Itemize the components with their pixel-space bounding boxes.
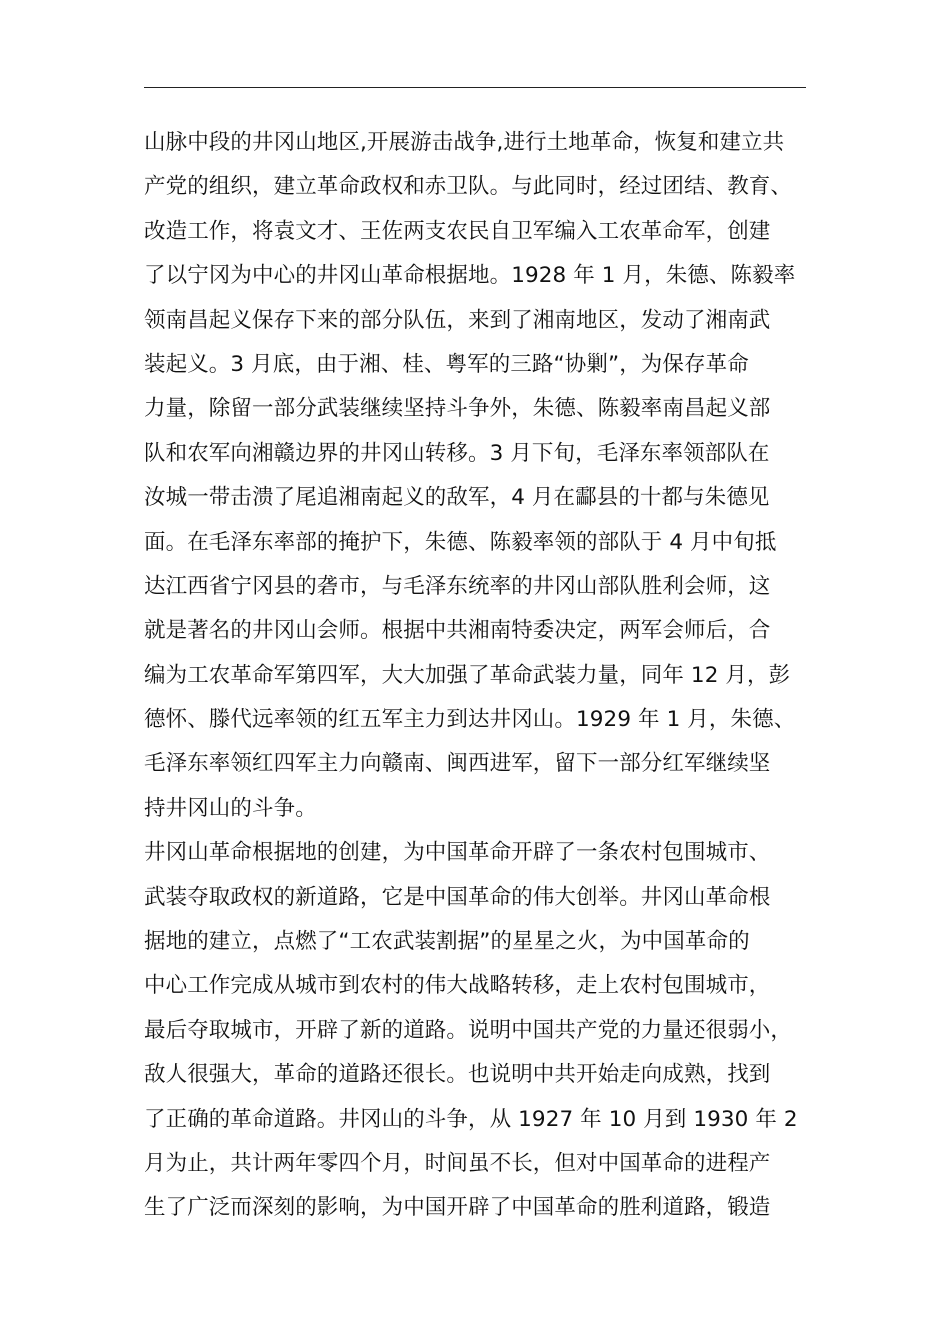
text-line: 中心工作完成从城市到农村的伟大战略转移，走上农村包围城市， — [144, 973, 771, 999]
text-line: 就是著名的井冈山会师。根据中共湘南特委决定，两军会师后，合 — [144, 618, 771, 644]
text-line: 队和农军向湘赣边界的井冈山转移。3 月下旬，毛泽东率领部队在 — [144, 440, 770, 466]
text-line: 了以宁冈为中心的井冈山革命根据地。1928 年 1 月，朱德、陈毅率 — [144, 263, 796, 289]
text-line: 月为止，共计两年零四个月，时间虽不长，但对中国革命的进程产 — [144, 1150, 771, 1176]
text-line: 持井冈山的斗争。 — [144, 795, 317, 821]
text-line: 产党的组织，建立革命政权和赤卫队。与此同时，经过团结、教育、 — [144, 174, 793, 200]
text-line: 达江西省宁冈县的砻市，与毛泽东统率的井冈山部队胜利会师，这 — [144, 573, 771, 599]
text-line: 据地的建立，点燃了“工农武装割据”的星星之火，为中国革命的 — [144, 929, 750, 955]
text-line: 改造工作，将袁文才、王佐两支农民自卫军编入工农革命军，创建 — [144, 218, 771, 244]
text-line: 汝城一带击溃了尾追湘南起义的敌军，4 月在酃县的十都与朱德见 — [144, 485, 770, 511]
header-rule — [144, 87, 806, 88]
text-line: 毛泽东率领红四军主力向赣南、闽西进军，留下一部分红军继续坚 — [144, 751, 771, 777]
text-line: 井冈山革命根据地的创建，为中国革命开辟了一条农村包围城市、 — [144, 840, 771, 866]
text-line: 领南昌起义保存下来的部分队伍，来到了湘南地区，发动了湘南武 — [144, 307, 771, 333]
text-line: 了正确的革命道路。井冈山的斗争，从 1927 年 10 月到 1930 年 2 — [144, 1106, 798, 1132]
text-line: 力量，除留一部分武装继续坚持斗争外，朱德、陈毅率南昌起义部 — [144, 396, 771, 422]
text-line: 山脉中段的井冈山地区,开展游击战争,进行土地革命，恢复和建立共 — [144, 130, 785, 155]
text-line: 敌人很强大，革命的道路还很长。也说明中共开始走向成熟，找到 — [144, 1062, 771, 1088]
text-line: 最后夺取城市，开辟了新的道路。说明中国共产党的力量还很弱小， — [144, 1017, 793, 1043]
text-line: 面。在毛泽东率部的掩护下，朱德、陈毅率领的部队于 4 月中旬抵 — [144, 529, 777, 555]
text-line: 生了广泛而深刻的影响，为中国开辟了中国革命的胜利道路，锻造 — [144, 1195, 771, 1221]
text-line: 德怀、滕代远率领的红五军主力到达井冈山。1929 年 1 月，朱德、 — [144, 707, 796, 733]
text-line: 装起义。3 月底，由于湘、桂、粤军的三路“协剿”，为保存革命 — [144, 351, 749, 377]
text-line: 武装夺取政权的新道路，它是中国革命的伟大创举。井冈山革命根 — [144, 884, 771, 910]
body-text — [144, 121, 816, 1231]
text-line: 编为工农革命军第四军，大大加强了革命武装力量，同年 12 月，彭 — [144, 662, 791, 688]
